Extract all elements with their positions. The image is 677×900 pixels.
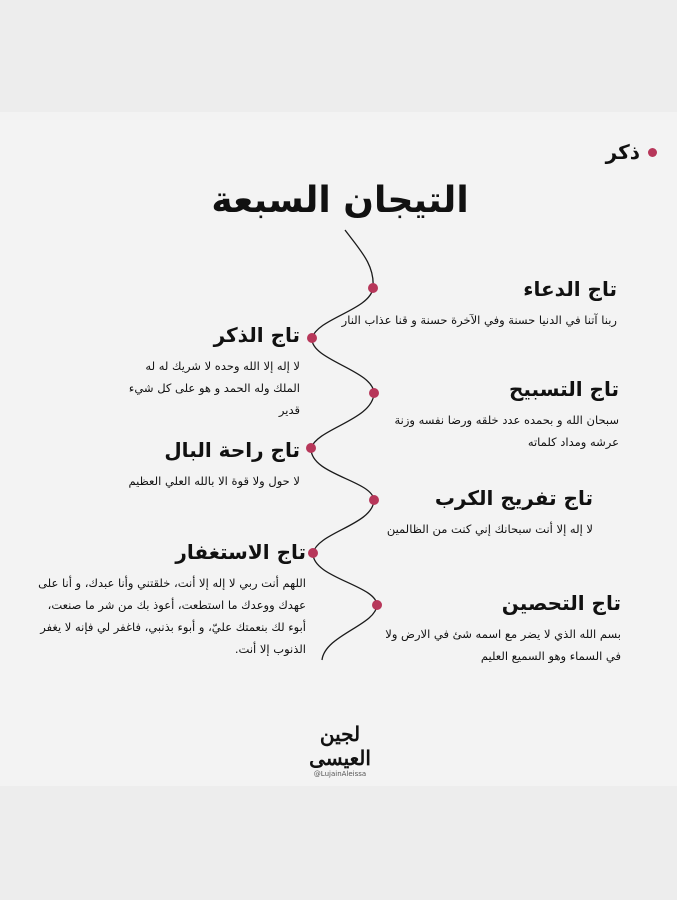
crown-item-dhikr [120,323,300,421]
crown-text: بسم الله الذي لا يضر مع اسمه شئ في الارض ولا في السماء وهو السميع العليم [385,627,621,663]
crown-title: تاج الذكر [213,323,300,347]
crown-text: اللهم أنت ربي لا إله إلا أنت، خلقتني وأنا عبدك، و أنا على عهدك ووعدك ما استطعت، أعوذ بك من شر ما صنعت، أبوء لك بنعمتك عليّ، و أبوء بذنبي، فاغفر لي فإنه لا يغفر الذنوب إلا أنت. [38,576,306,656]
timeline-dot-tasbih [369,388,379,398]
crown-title: تاج الدعاء [523,277,617,301]
crown-title: تاج التحصين [501,591,621,615]
crown-item-istighfar [30,540,306,660]
crown-item-dua [317,277,617,331]
tag-label: ذكر [605,140,640,164]
page-title: التيجان السبعة [211,180,469,221]
crown-item-rahat [100,438,300,492]
crown-text: لا حول ولا قوة الا بالله العلي العظيم [128,474,300,488]
crown-text: لا إله إلا الله وحده لا شريك له له الملك وله الحمد و هو على كل شيء قدير [128,359,300,417]
crown-item-tasbih [379,377,619,453]
crown-item-tafrij [373,486,593,540]
timeline-dot-istighfar [308,548,318,558]
timeline-dot-rahat [306,443,316,453]
crown-title: تاج الاستغفار [175,540,306,564]
crown-text: ربنا آتنا في الدنيا حسنة وفي الآخرة حسنة و قنا عذاب النار [341,313,617,327]
brand-logo: لجين العيسى [309,722,371,770]
crown-text: لا إله إلا أنت سبحانك إني كنت من الظالمين [386,522,593,536]
crown-title: تاج راحة البال [164,438,300,462]
crown-title: تاج تفريج الكرب [434,486,593,510]
brand-handle: @LujainAleissa [313,770,367,778]
timeline-dot-dhikr [307,333,317,343]
crown-text: سبحان الله و بحمده عدد خلقه ورضا نفسه وزنة عرشه ومداد كلماته [394,413,619,449]
crown-item-tahseen [371,591,621,667]
brand-signature [300,722,380,778]
crown-title: تاج التسبيح [508,377,619,401]
